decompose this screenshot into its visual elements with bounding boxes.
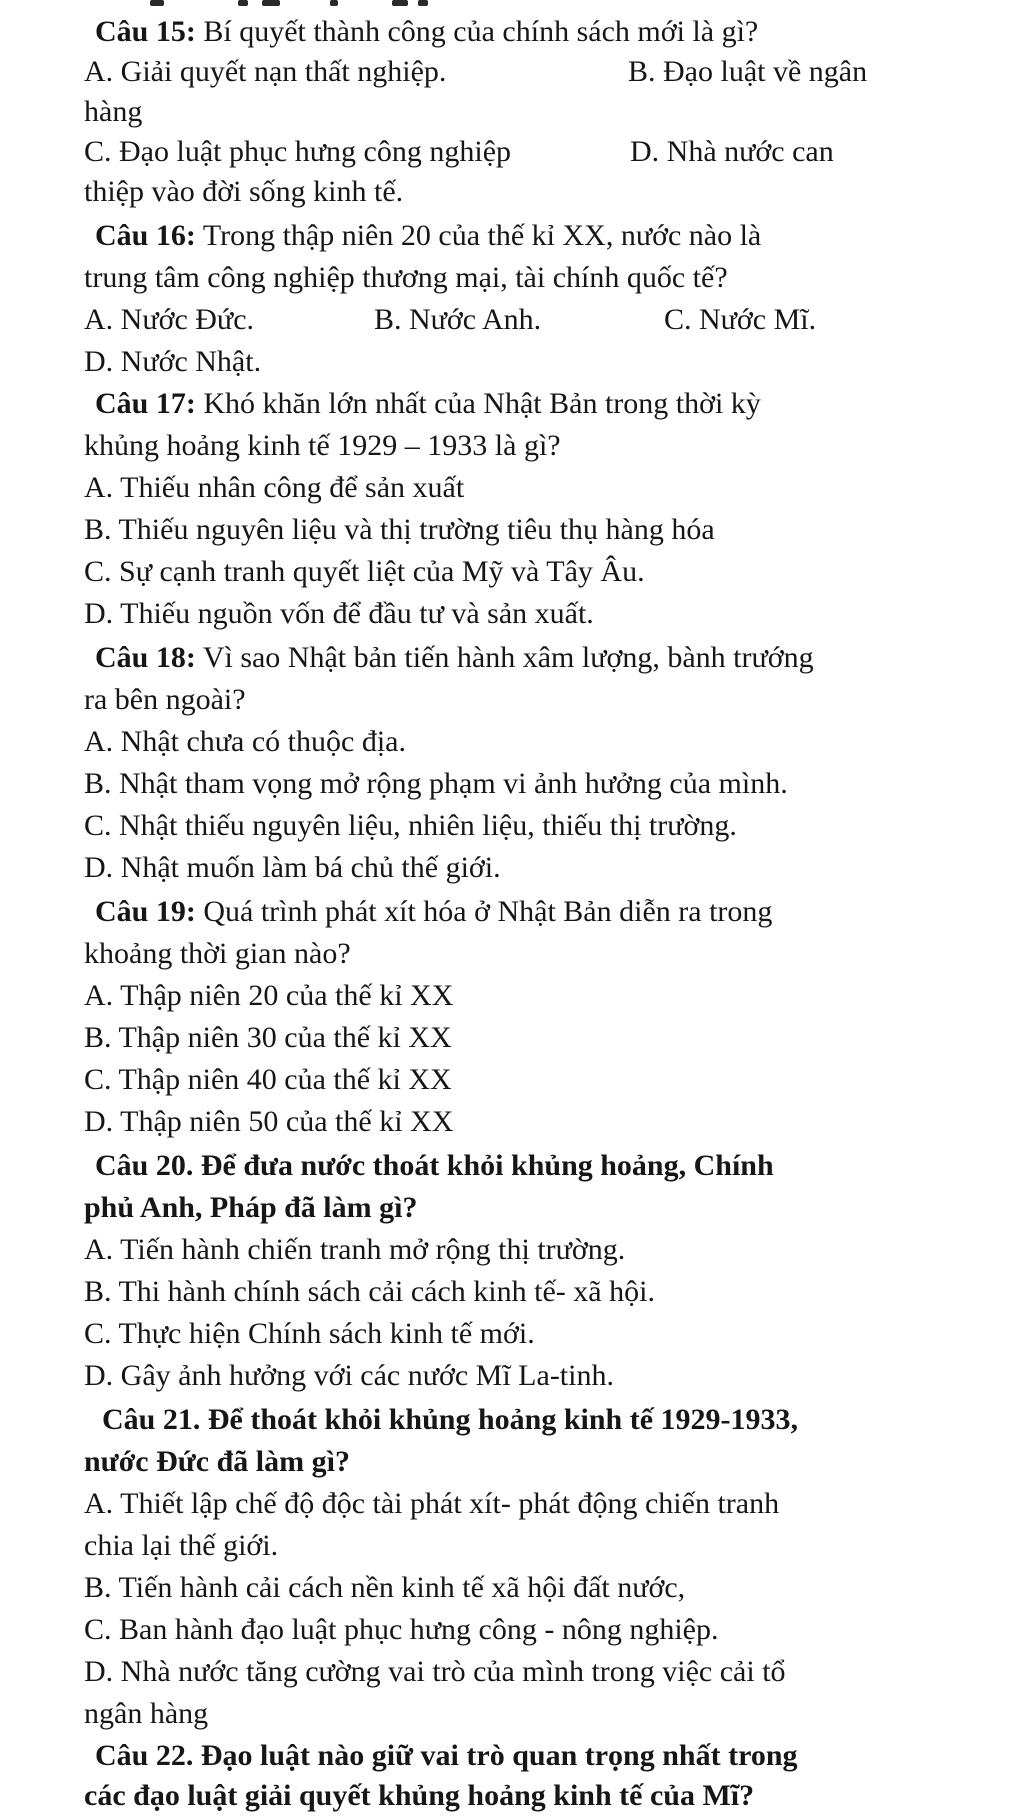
option-b: B. Nhật tham vọng mở rộng phạm vi ảnh hưởng của mình. bbox=[84, 767, 788, 800]
option-d: D. Nhật muốn làm bá chủ thế giới. bbox=[84, 851, 501, 884]
option-c: C. Đạo luật phục hưng công nghiệp bbox=[84, 135, 512, 168]
question-number: Câu 19: bbox=[95, 895, 196, 928]
option-b: B. Nước Anh. bbox=[374, 303, 542, 336]
option-a: A. Thiết lập chế độ độc tài phát xít- phát động chiến tranh bbox=[84, 1487, 780, 1520]
option-c: C. Ban hành đạo luật phục hưng công - nông nghiệp. bbox=[84, 1613, 719, 1646]
cropped-top-text bbox=[0, 0, 1024, 10]
question-text: Để đưa nước thoát khỏi khủng hoảng, Chính bbox=[200, 1149, 774, 1182]
option-a: A. Nhật chưa có thuộc địa. bbox=[84, 725, 406, 758]
question-text: Để thoát khỏi khủng hoảng kinh tế 1929-1933, bbox=[207, 1403, 799, 1436]
question-number: Câu 20. bbox=[95, 1149, 194, 1182]
option-c: C. Nhật thiếu nguyên liệu, nhiên liệu, thiếu thị trường. bbox=[84, 809, 737, 842]
option-a: A. Thập niên 20 của thế kỉ XX bbox=[84, 979, 454, 1012]
option-d: D. Thập niên 50 của thế kỉ XX bbox=[84, 1105, 454, 1138]
question-number: Câu 21. bbox=[102, 1403, 201, 1436]
option-b: B. Thập niên 30 của thế kỉ XX bbox=[84, 1021, 452, 1054]
option-d: D. Gây ảnh hưởng với các nước Mĩ La-tinh. bbox=[84, 1359, 614, 1392]
option-b: B. Tiến hành cải cách nền kinh tế xã hội đất nước, bbox=[84, 1571, 686, 1604]
question-number: Câu 17: bbox=[95, 387, 196, 420]
option-c: C. Sự cạnh tranh quyết liệt của Mỹ và Tây Âu. bbox=[84, 555, 645, 588]
option-b: B. Thi hành chính sách cải cách kinh tế- xã hội. bbox=[84, 1275, 655, 1308]
option-b: B. Đạo luật về ngân bbox=[628, 55, 868, 88]
option-a: A. Thiếu nhân công để sản xuất bbox=[84, 471, 465, 504]
question-text: Trong thập niên 20 của thế kỉ XX, nước nào là bbox=[202, 219, 762, 252]
option-d: D. Nước Nhật. bbox=[84, 345, 262, 378]
option-d: D. Nhà nước can bbox=[630, 135, 834, 168]
option-a: A. Giải quyết nạn thất nghiệp. bbox=[84, 55, 447, 88]
option-d: D. Thiếu nguồn vốn để đầu tư và sản xuất. bbox=[84, 597, 594, 630]
option-c: C. Nước Mĩ. bbox=[664, 303, 817, 336]
question-number: Câu 16: bbox=[95, 219, 196, 252]
question-text: Khó khăn lớn nhất của Nhật Bản trong thời kỳ bbox=[203, 387, 761, 420]
question-text: Bí quyết thành công của chính sách mới là gì? bbox=[203, 15, 759, 48]
question-text: Quá trình phát xít hóa ở Nhật Bản diễn ra trong bbox=[203, 895, 773, 928]
document-page: Câu 15: Bí quyết thành công của chính sách mới là gì? A. Giải quyết nạn thất nghiệp. B. Đạo luật về ngân hàng C. Đạo luật phục hưng công nghiệp D. Nhà nước can thiệp vào đời sống kinh tế. Câu 16: Trong thập niên 20 của thế kỉ XX, nước nào là trung tâm công nghiệp thương mại, tài chính quốc tế? A. Nước Đức. B. Nước Anh. C. Nước Mĩ. D. Nước Nhật. Câu 17: Khó khăn lớn nhất của Nhật Bản trong thời kỳ khủng hoảng kinh tế 1929 – 1933 là gì? A. Thiếu nhân công để sản xuất B. Thiếu nguyên liệu và thị trường tiêu thụ hàng hóa C. Sự cạnh tranh quyết liệt của Mỹ và Tây Âu. D. Thiếu nguồn vốn để đầu tư và sản xuất. Câu 18: Vì sao Nhật bản tiến hành xâm lượng, bành trướng ra bên ngoài? A. Nhật chưa có thuộc địa. B. Nhật tham vọng mở rộng phạm vi ảnh hưởng của mình. C. Nhật thiếu nguyên liệu, nhiên liệu, thiếu thị trường. D. Nhật muốn làm bá chủ thế giới. Câu 19: Quá trình phát xít hóa ở Nhật Bản diễn ra trong khoảng thời gian nào? A. Thập niên 20 của thế kỉ XX B. Thập niên 30 của thế kỉ XX C. Thập niên 40 của thế kỉ XX D. Thập niên 50 của thế kỉ XX Câu 20. Để đưa nước thoát khỏi khủng hoảng, Chính phủ Anh, Pháp đã làm gì? A. Tiến hành chiến tranh mở rộng thị trường. B. Thi hành chính sách cải cách kinh tế- xã hội. C. Thực hiện Chính sách kinh tế mới. D. Gây ảnh hưởng với các nước Mĩ La-tinh. Câu 21. Để thoát khỏi khủng hoảng kinh tế 1929-1933, nước Đức đã làm gì? A. Thiết lập chế độ độc tài phát xít- phát động chiến tranh chia lại thế giới. B. Tiến hành cải cách nền kinh tế xã hội đất nước, C. Ban hành đạo luật phục hưng công - nông nghiệp. D. Nhà nước tăng cường vai trò của mình trong việc cải tổ ngân hàng Câu 22. Đạo luật nào giữ vai trò quan trọng nhất trong các đạo luật giải quyết khủng hoảng kinh tế của Mĩ? bbox=[0, 0, 1024, 1819]
option-a: A. Nước Đức. bbox=[84, 303, 255, 336]
question-text: Đạo luật nào giữ vai trò quan trọng nhất trong bbox=[200, 1739, 798, 1772]
option-d: D. Nhà nước tăng cường vai trò của mình trong việc cải tổ bbox=[84, 1655, 786, 1688]
option-c: C. Thập niên 40 của thế kỉ XX bbox=[84, 1063, 452, 1096]
option-a: A. Tiến hành chiến tranh mở rộng thị trường. bbox=[84, 1233, 626, 1266]
question-number: Câu 18: bbox=[95, 641, 196, 674]
option-c: C. Thực hiện Chính sách kinh tế mới. bbox=[84, 1317, 535, 1350]
question-number: Câu 15: bbox=[95, 15, 196, 48]
question-number: Câu 22. bbox=[95, 1739, 194, 1772]
question-text: Vì sao Nhật bản tiến hành xâm lượng, bành trướng bbox=[202, 641, 814, 674]
option-b: B. Thiếu nguyên liệu và thị trường tiêu thụ hàng hóa bbox=[84, 513, 715, 546]
